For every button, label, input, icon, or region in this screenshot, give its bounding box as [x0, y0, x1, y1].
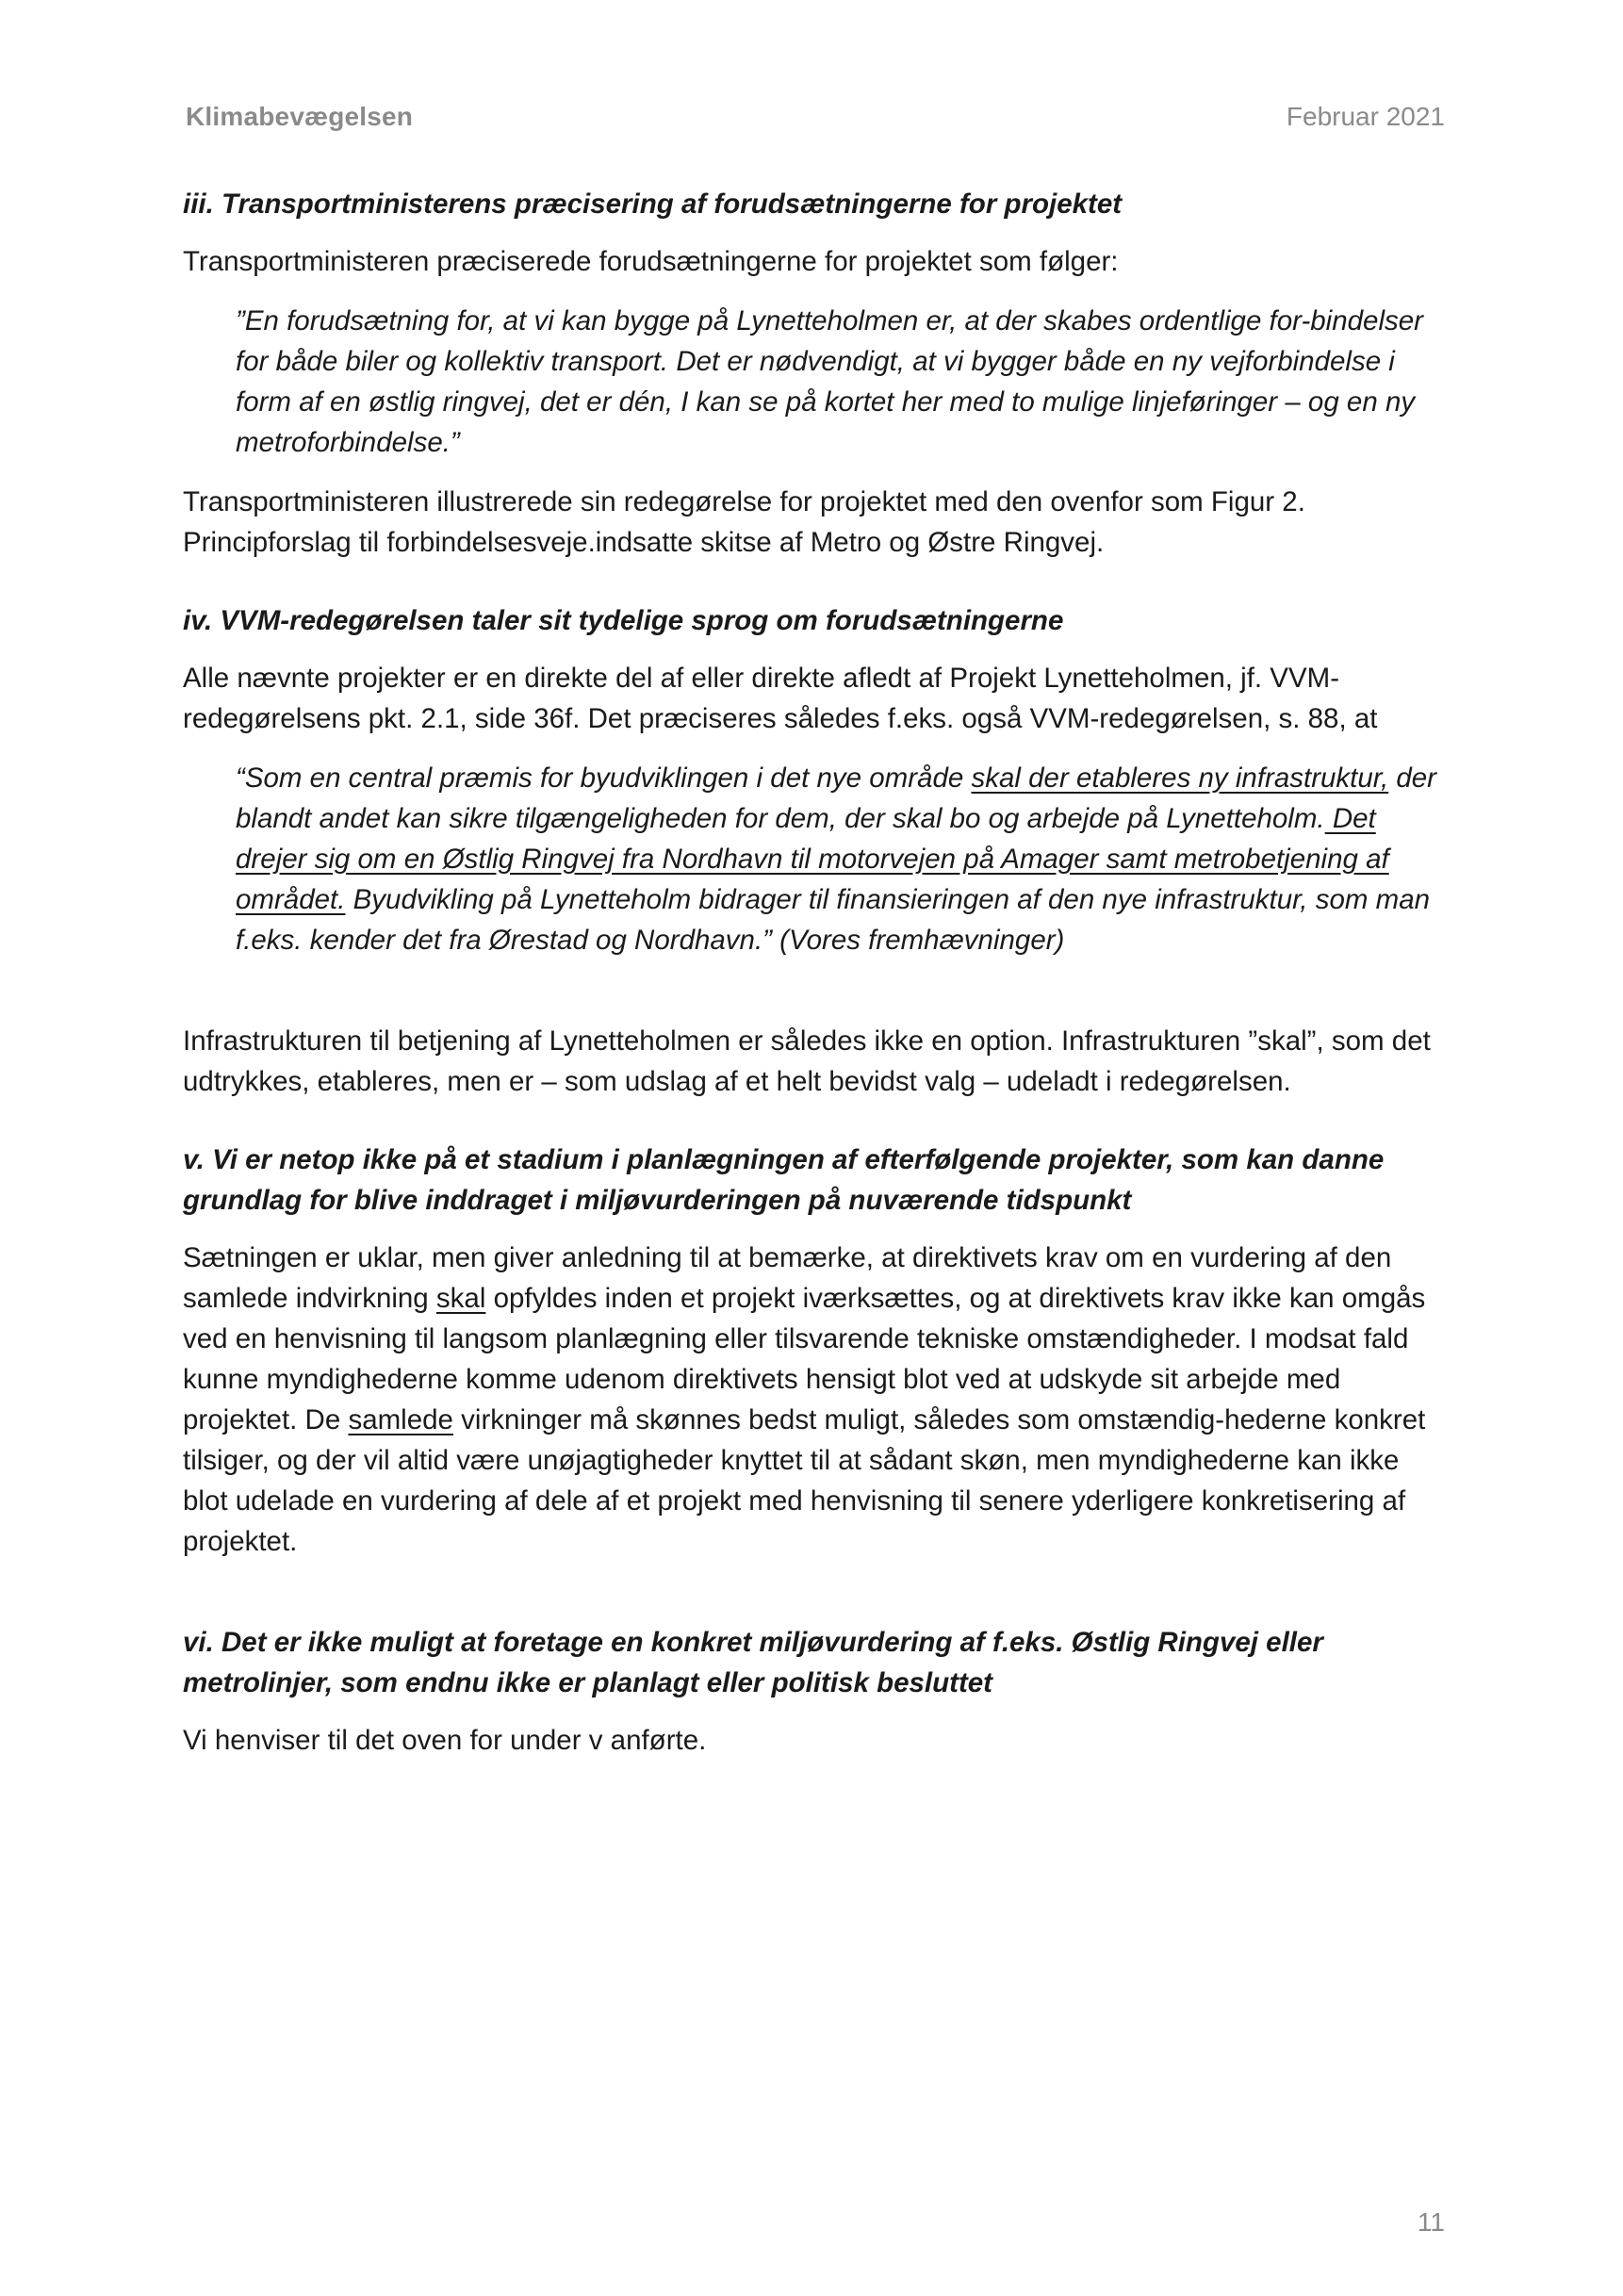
body-emphasis: skal: [435, 1283, 486, 1314]
quote-text: “Som en central præmis for byudviklingen i det nye område: [236, 763, 972, 794]
section-iii-quote: ”En forudsætning for, at vi kan bygge på Lynetteholmen er, at der skabes ordentlige for-bindelser for både biler og kollektiv transport. Det er nødvendigt, at vi bygger både en ny vejforbindelse i form af en østlig ringvej, det er dén, I kan se på kortet her med to mulige linjeføringer – og en ny metroforbindelse.”: [236, 305, 1423, 458]
section-iii-intro: Transportministeren præciserede forudsætningerne for projektet som følger:: [183, 246, 1119, 277]
body-text: virkninger må skønnes bedst muligt, således som omstændig-hederne konkret tilsiger, og der vil altid være unøjagtigheder knyttet til at sådant skøn, men myndighederne kan ikke blot udelade en vurdering af dele af et projekt med henvisning til senere yderligere konkretisering af projektet.: [183, 1404, 1426, 1557]
header-date: Februar 2021: [1286, 102, 1445, 131]
section-heading-iv: iv. VVM-redegørelsen taler sit tydelige sprog om forudsætningerne: [183, 605, 1064, 636]
section-iv-outro: Infrastrukturen til betjening af Lynetteholmen er således ikke en option. Infrastrukturen ”skal”, som det udtrykkes, etableres, men er – som udslag af et helt bevidst valg – udeladt i redegørelsen.: [183, 1025, 1431, 1097]
section-heading-vi: vi. Det er ikke muligt at foretage en konkret miljøvurdering af f.eks. Østlig Ringvej eller metrolinjer, som endnu ikke er planlagt eller politisk besluttet: [183, 1627, 1323, 1698]
quote-text: Byudvikling på Lynetteholm bidrager til finansieringen af den nye infrastruktur, som man f.eks. kender det fra Ørestad og Nordhavn.” (Vores fremhævninger): [236, 884, 1431, 956]
body-text: Sætningen er uklar, men giver anledning til at bemærke, at direktivets krav om en vurdering af den samlede indvirkning: [183, 1242, 1392, 1314]
page-number: 11: [1417, 2207, 1445, 2237]
section-iii-outro: Transportministeren illustrerede sin redegørelse for projektet med den ovenfor som Figur 2. Principforslag til forbindelsesveje.indsatte skitse af Metro og Østre Ringvej.: [183, 486, 1305, 558]
body-text: opfyldes inden et projekt iværksættes, og at direktivets krav ikke kan omgås ved en henvisning til langsom planlægning eller tilsvarende tekniske omstændigheder. I modsat fald kunne myndighederne komme udenom direktivets hensigt blot ved at udskyde sit arbejde med projektet. De: [183, 1283, 1426, 1435]
section-iv-quote: [236, 758, 1448, 960]
quote-text: der blandt andet kan sikre tilgængeligheden for dem, der skal bo og arbejde på Lynetteholm.: [236, 763, 1437, 834]
header-organization: Klimabevægelsen: [186, 102, 414, 131]
section-iv-intro: Alle nævnte projekter er en direkte del af eller direkte afledt af Projekt Lynetteholmen, jf. VVM-redegørelsens pkt. 2.1, side 36f. Det præciseres således f.eks. også VVM-redegørelsen, s. 88, at: [183, 663, 1378, 734]
section-heading-iii: iii. Transportministerens præcisering af forudsætningerne for projektet: [183, 189, 1123, 220]
body-emphasis: samlede: [348, 1404, 453, 1435]
section-vi-body: Vi henviser til det oven for under v anførte.: [183, 1725, 707, 1756]
page-content: [183, 184, 1446, 1761]
quote-emphasis: Det drejer sig om en Østlig Ringvej fra Nordhavn til motorvejen på Amager samt metrobetjening af området.: [236, 803, 1389, 915]
section-v-body: [183, 1238, 1446, 1562]
section-heading-v: v. Vi er netop ikke på et stadium i planlægningen af efterfølgende projekter, som kan danne grundlag for blive inddraget i miljøvurderingen på nuværende tidspunkt: [183, 1144, 1385, 1216]
quote-emphasis: skal der etableres ny infrastruktur,: [971, 763, 1389, 794]
